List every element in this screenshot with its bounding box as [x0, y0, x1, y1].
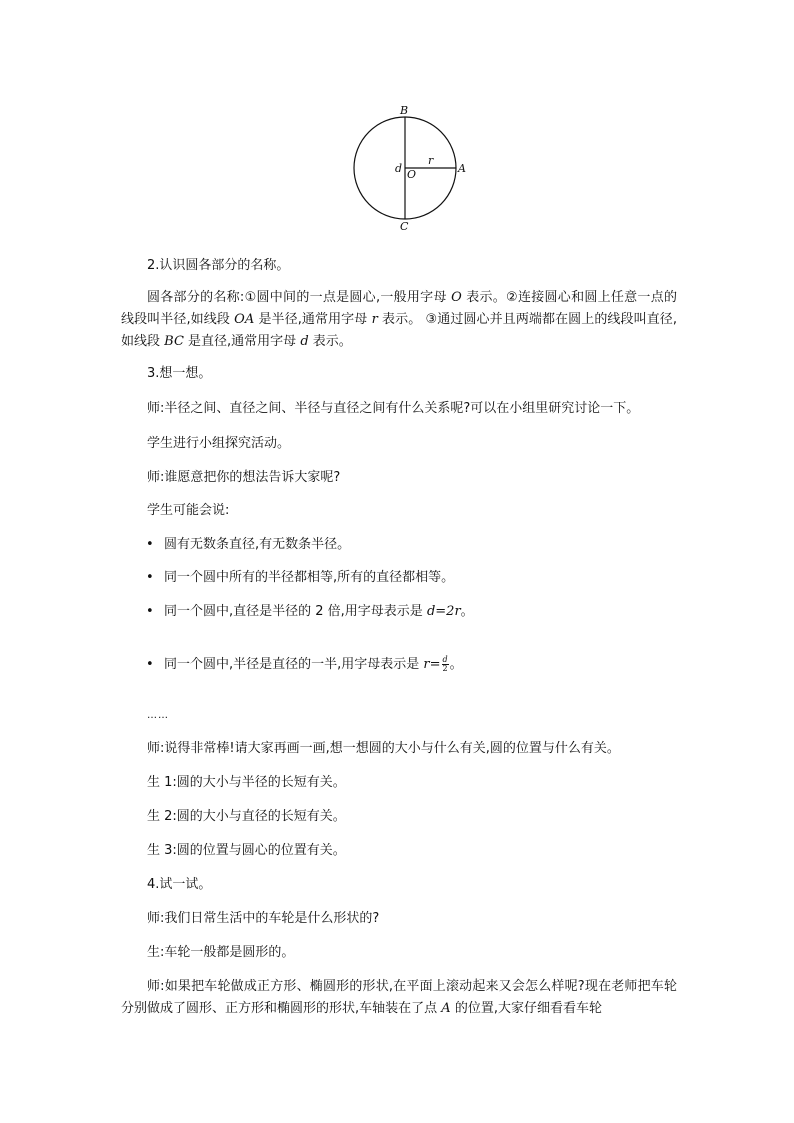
bullet-text: 同一个圆中,直径是半径的 2 倍,用字母表示是: [164, 604, 423, 619]
text: 表示。: [466, 290, 507, 305]
teacher-question: 师:半径之间、直径之间、半径与直径之间有什么关系呢?可以在小组里研究讨论一下。: [147, 401, 640, 416]
bullet-text-end: 。: [449, 657, 463, 672]
circle-diagram-svg: [340, 100, 480, 240]
teacher-praise: 师:说得非常棒!请大家再画一画,想一想圆的大小与什么有关,圆的位置与什么有关。: [147, 741, 620, 756]
bullet-icon: •: [146, 657, 154, 672]
bullet-text-end: 。: [460, 604, 474, 619]
student-answer-2: 生 2:圆的大小与直径的长短有关。: [147, 809, 346, 824]
radius-r-label: r: [428, 154, 434, 167]
fraction-d-over-2: [442, 656, 449, 673]
center-o-label: O: [407, 168, 417, 181]
section-2-heading: 2.认识圆各部分的名称。: [147, 258, 290, 273]
text: 连接圆心和圆上任意一点的线段叫半径,如线段: [121, 290, 677, 327]
circle-diagram: [340, 100, 480, 240]
point-a-label: A: [458, 162, 466, 175]
bullet-text: 同一个圆中,半径是直径的一半,用字母表示是: [164, 657, 420, 672]
student-answer-wheel: 生:车轮一般都是圆形的。: [147, 945, 295, 960]
bullet-item: [146, 567, 706, 589]
bullet-icon: •: [146, 537, 154, 552]
point-c-label: C: [400, 220, 409, 233]
students-may-say: 学生可能会说:: [147, 503, 230, 518]
diameter-d-label: d: [395, 162, 403, 175]
letter-o: O: [451, 290, 462, 305]
text: 表示。: [312, 334, 352, 349]
text: 师:如果把车轮做成正方形、椭圆形的形状,在平面上滚动起来又会怎么样呢?现在老师把车轮分别做成了圆形、正方形和椭圆形的形状,车轴装在了点: [121, 979, 677, 1016]
ellipsis: ……: [147, 710, 169, 721]
bullet-item: [146, 534, 706, 556]
text: 圆各部分的名称:: [147, 290, 245, 305]
circled-number-2: ②: [506, 290, 518, 305]
segment-oa: OA: [234, 312, 255, 327]
text: 表示。: [382, 312, 422, 327]
formula-d-2r: d=2r: [426, 604, 461, 619]
text: 圆中间的一点是圆心,一般用字母: [256, 290, 447, 305]
point-a: A: [441, 1001, 451, 1016]
segment-bc: BC: [164, 334, 184, 349]
teacher-ask: 师:谁愿意把你的想法告诉大家呢?: [147, 470, 341, 485]
formula-lhs: r=: [423, 657, 441, 672]
letter-d: d: [300, 334, 309, 349]
student-answer-1: 生 1:圆的大小与半径的长短有关。: [147, 775, 346, 790]
section-2-paragraph: [121, 287, 677, 353]
circled-number-3: ③: [425, 312, 438, 327]
section-4-heading: 4.试一试。: [147, 877, 212, 892]
bullet-text: 圆有无数条直径,有无数条半径。: [164, 537, 351, 552]
text: 通过圆心并且两端都在圆上的线段叫直径,如线段: [121, 312, 678, 349]
student-answer-3: 生 3:圆的位置与圆心的位置有关。: [147, 843, 346, 858]
fraction-denominator: 2: [442, 664, 448, 673]
circled-number-1: ①: [244, 290, 257, 305]
student-activity: 学生进行小组探究活动。: [147, 436, 291, 451]
fraction-numerator: d: [442, 655, 448, 664]
teacher-question-wheel: 师:我们日常生活中的车轮是什么形状的?: [147, 911, 380, 926]
bullet-icon: •: [146, 604, 154, 619]
teacher-long-paragraph: [121, 976, 677, 1020]
bullet-item: [146, 654, 706, 676]
bullet-item: [146, 601, 706, 623]
text: 的位置,大家仔细看看车轮: [454, 1001, 602, 1016]
text: 是半径,通常用字母: [258, 312, 368, 327]
letter-r: r: [371, 312, 378, 327]
bullet-icon: •: [146, 570, 154, 585]
section-3-heading: 3.想一想。: [147, 366, 212, 381]
point-b-label: B: [400, 104, 409, 117]
bullet-text: 同一个圆中所有的半径都相等,所有的直径都相等。: [164, 570, 455, 585]
text: 是直径,通常用字母: [188, 334, 297, 349]
